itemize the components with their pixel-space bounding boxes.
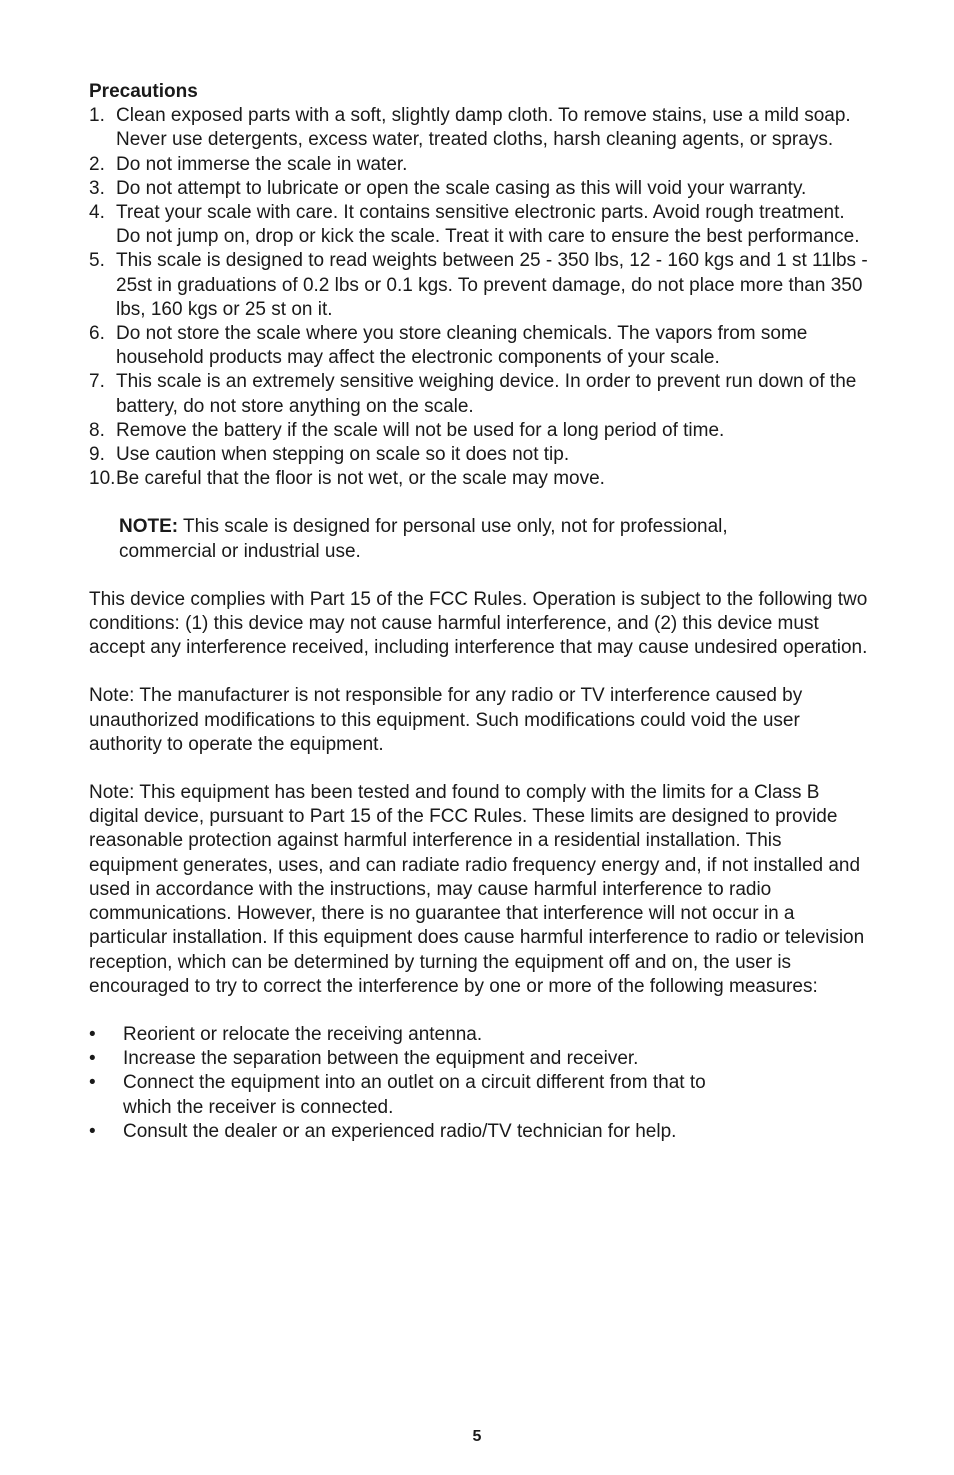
- list-item-text: Clean exposed parts with a soft, slightly damp cloth. To remove stains, use a mild soap. Never use detergents, excess water, treated cloths, harsh cleaning agents, or sprays.: [116, 105, 851, 151]
- document-body: [89, 80, 869, 1144]
- list-item: [89, 1120, 723, 1144]
- list-item-number: 7.: [89, 371, 105, 393]
- list-item: [89, 443, 869, 467]
- bullet-icon: •: [89, 1023, 96, 1045]
- list-item-number: 3.: [89, 177, 105, 199]
- fcc-compliance-paragraph: This device complies with Part 15 of the FCC Rules. Operation is subject to the following two conditions: (1) this device may not cause harmful interference, and (2) this device must accept any interference received, including interference that may cause undesired operation.: [89, 588, 868, 659]
- list-item: [89, 419, 869, 443]
- list-item-number: 9.: [89, 444, 105, 466]
- list-item: [89, 249, 869, 322]
- list-item: [89, 201, 869, 249]
- bullet-icon: •: [89, 1120, 96, 1142]
- list-item-text: Consult the dealer or an experienced radio/TV technician for help.: [123, 1120, 677, 1142]
- list-item-text: Do not immerse the scale in water.: [116, 153, 408, 175]
- list-item-text: Do not attempt to lubricate or open the scale casing as this will void your warranty.: [116, 177, 807, 199]
- list-item: [89, 153, 869, 177]
- list-item-text: This scale is an extremely sensitive weighing device. In order to prevent run down of the battery, do not store anything on the scale.: [116, 371, 857, 417]
- list-item-number: 2.: [89, 153, 105, 175]
- list-item: [89, 1023, 723, 1047]
- list-item-number: 8.: [89, 419, 105, 441]
- list-item-text: Treat your scale with care. It contains sensitive electronic parts. Avoid rough treatment. Do not jump on, drop or kick the scale. Treat it with care to ensure the best performance.: [116, 202, 860, 248]
- list-item: [89, 104, 869, 152]
- list-item-number: 5.: [89, 250, 105, 272]
- page-number: 5: [472, 1428, 482, 1445]
- manufacturer-note-paragraph: Note: The manufacturer is not responsible for any radio or TV interference caused by unauthorized modifications to this equipment. Such modifications could void the user authority to operate the equipment.: [89, 685, 803, 755]
- list-item: [89, 322, 869, 370]
- list-item-text: Connect the equipment into an outlet on a circuit different from that to which the receiver is connected.: [123, 1072, 706, 1118]
- list-item-number: 4.: [89, 202, 105, 224]
- list-item: [89, 177, 869, 201]
- precautions-heading: Precautions: [89, 81, 198, 102]
- list-item-number: 1.: [89, 105, 105, 127]
- bullet-icon: •: [89, 1048, 96, 1070]
- list-item-text: Use caution when stepping on scale so it does not tip.: [116, 444, 570, 466]
- list-item: [89, 1071, 723, 1119]
- list-item-text: This scale is designed to read weights between 25 - 350 lbs, 12 - 160 kgs and 1 st 11lbs - 25st in graduations of 0.2 lbs or 0.1 kgs. To prevent damage, do not place more than 350 lbs, 160 kgs or 25 st on it.: [116, 250, 868, 320]
- list-item: [89, 1047, 723, 1071]
- list-item: [89, 370, 869, 418]
- precautions-list: [89, 104, 869, 491]
- list-item-number: 6.: [89, 323, 105, 345]
- personal-use-note: [119, 515, 779, 563]
- note-label: NOTE:: [119, 516, 179, 538]
- note-text: This scale is designed for personal use only, not for professional, commercial or industrial use.: [119, 516, 728, 562]
- list-item-number: 10.: [89, 468, 116, 490]
- bullet-icon: •: [89, 1072, 96, 1094]
- list-item-text: Be careful that the floor is not wet, or the scale may move.: [116, 468, 605, 490]
- list-item-text: Reorient or relocate the receiving antenna.: [123, 1023, 483, 1045]
- list-item-text: Do not store the scale where you store cleaning chemicals. The vapors from some household products may affect the electronic components of your scale.: [116, 323, 808, 369]
- class-b-note-paragraph: Note: This equipment has been tested and found to comply with the limits for a Class B digital device, pursuant to Part 15 of the FCC Rules. These limits are designed to provide reasonable protection against harmful interference in a residential installation. This equipment generates, uses, and can radiate radio frequency energy and, if not installed and used in accordance with the instructions, may cause harmful interference to radio communications. However, there is no guarantee that interference will not occur in a particular installation. If this equipment does cause harmful interference to radio or television reception, which can be determined by turning the equipment off and on, the user is encouraged to try to correct the interference by one or more of the following measures:: [89, 782, 865, 997]
- list-item-text: Remove the battery if the scale will not be used for a long period of time.: [116, 419, 725, 441]
- measures-list: [89, 1023, 869, 1144]
- list-item-text: Increase the separation between the equipment and receiver.: [123, 1048, 639, 1070]
- list-item: [89, 467, 869, 491]
